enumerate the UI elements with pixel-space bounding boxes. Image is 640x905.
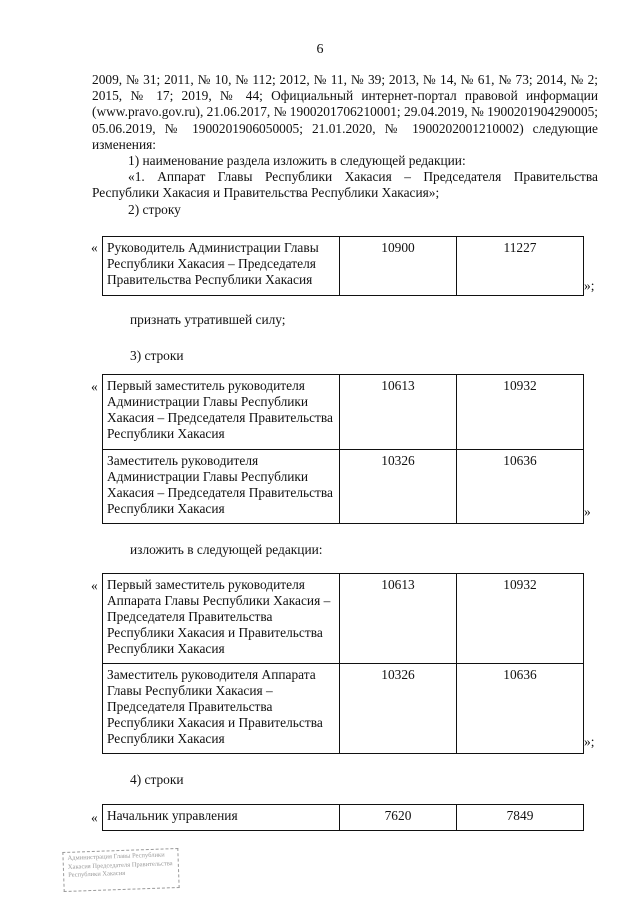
position-name: Первый заместитель руководителя Администрации Главы Республики Хакасия – Председателя Правительства Республики Хакасия: [103, 375, 340, 450]
table-3: [102, 573, 584, 754]
table-row: [103, 375, 584, 450]
table-2: [102, 374, 584, 524]
item-1: 1) наименование раздела изложить в следующей редакции:: [128, 153, 466, 169]
value-1: 10326: [340, 450, 457, 524]
item-2: 2) строку: [128, 201, 181, 217]
intro-block: [92, 72, 598, 218]
value-2: 10932: [457, 574, 584, 664]
open-quote: «: [91, 810, 98, 825]
table-row: [103, 664, 584, 754]
value-2: 10636: [457, 450, 584, 524]
item-1-quote: «1. Аппарат Главы Республики Хакасия – Председателя Правительства Республики Хакасия и Правительства Республики Хакасия»;: [92, 169, 598, 201]
position-name: Первый заместитель руководителя Аппарата Главы Республики Хакасия – Председателя Правительства Республики Хакасия и Правительства Республики Хакасия: [103, 574, 340, 664]
position-name: Начальник управления: [103, 805, 340, 831]
value-2: 10932: [457, 375, 584, 450]
value-1: 10326: [340, 664, 457, 754]
value-1: 10613: [340, 574, 457, 664]
value-2: 10636: [457, 664, 584, 754]
value-1: 10900: [340, 237, 457, 296]
table-1: [102, 236, 584, 296]
recognize-text: признать утратившей силу;: [130, 312, 286, 327]
registration-stamp: Администрация Главы Республики Хакасия Председателя Правительства Республики Хакасия: [62, 848, 179, 892]
position-name: Заместитель руководителя Администрации Главы Республики Хакасия – Председателя Правительства Республики Хакасия: [103, 450, 340, 524]
intro-paragraph: 2009, № 31; 2011, № 10, № 112; 2012, № 11, № 39; 2013, № 14, № 61, № 73; 2014, № 2; 2015, № 17; 2019, № 44; Официальный интернет-портал правовой информации (www.pravo.gov.ru), 21.06.2017, № 1900201706210001; 29.04.2019, № 1900201904290005; 05.06.2019, № 1900201906050005; 21.01.2020, № 1900202001210002) следующие изменения:: [92, 72, 598, 152]
page-number: 6: [316, 42, 324, 57]
close-quote: »;: [584, 278, 595, 293]
table-row: [103, 805, 584, 831]
table-row: [103, 450, 584, 524]
close-quote: »;: [584, 734, 595, 749]
value-1: 10613: [340, 375, 457, 450]
table-row: [103, 574, 584, 664]
table-4: [102, 804, 584, 831]
position-name: Заместитель руководителя Аппарата Главы Республики Хакасия – Председателя Правительства Республики Хакасия и Правительства Республики Хакасия: [103, 664, 340, 754]
table-row: [103, 237, 584, 296]
restate-text: изложить в следующей редакции:: [130, 542, 323, 557]
value-2: 11227: [457, 237, 584, 296]
item-4: 4) строки: [130, 772, 184, 787]
position-name: Руководитель Администрации Главы Республики Хакасия – Председателя Правительства Республики Хакасия: [103, 237, 340, 296]
item-3: 3) строки: [130, 348, 184, 363]
open-quote: «: [91, 240, 98, 255]
open-quote: «: [91, 379, 98, 394]
close-quote: »: [584, 504, 591, 519]
value-2: 7849: [457, 805, 584, 831]
value-1: 7620: [340, 805, 457, 831]
open-quote: «: [91, 578, 98, 593]
